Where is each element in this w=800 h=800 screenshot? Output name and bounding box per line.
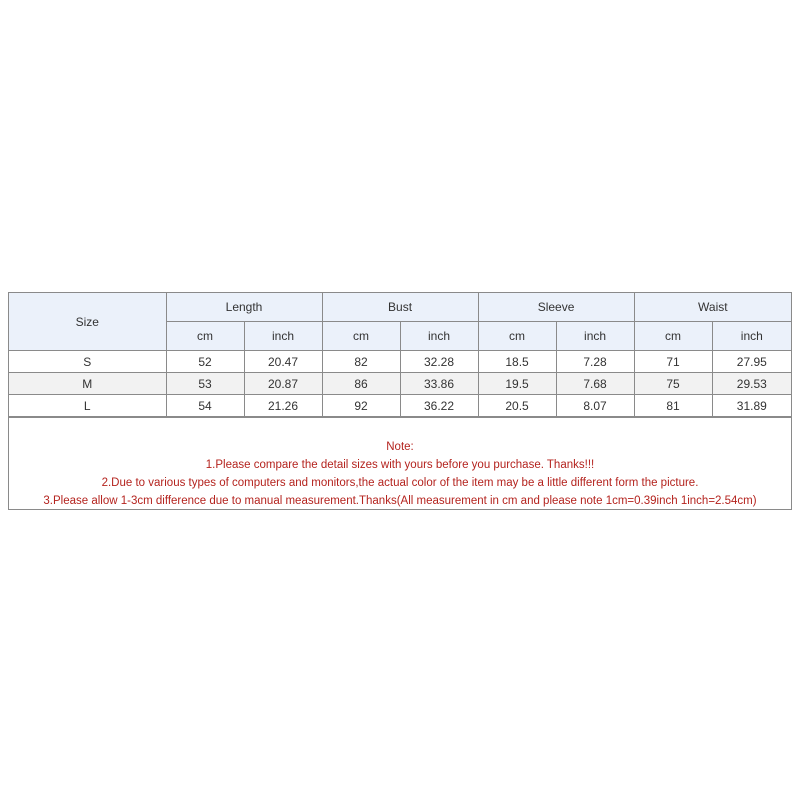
table-cell: 92: [322, 395, 400, 417]
bust-header: Bust: [322, 293, 478, 322]
length-header: Length: [166, 293, 322, 322]
table-row: [9, 351, 791, 373]
table-cell: 20.87: [244, 373, 322, 395]
table-cell: 36.22: [400, 395, 478, 417]
unit-header: inch: [244, 322, 322, 351]
unit-header: inch: [712, 322, 791, 351]
unit-header: cm: [166, 322, 244, 351]
note-line-1: 1.Please compare the detail sizes with yours before you purchase. Thanks!!!: [205, 459, 595, 471]
unit-header: inch: [556, 322, 634, 351]
size-header: Size: [9, 293, 166, 351]
table-cell: 75: [634, 373, 712, 395]
table-row: [9, 373, 791, 395]
unit-header: inch: [400, 322, 478, 351]
table-cell: 86: [322, 373, 400, 395]
table-cell: 31.89: [712, 395, 791, 417]
unit-header: cm: [322, 322, 400, 351]
size-cell: S: [9, 351, 166, 373]
size-cell: M: [9, 373, 166, 395]
table-cell: 81: [634, 395, 712, 417]
unit-header: cm: [634, 322, 712, 351]
table-cell: 32.28: [400, 351, 478, 373]
table-cell: 82: [322, 351, 400, 373]
waist-header: Waist: [634, 293, 791, 322]
table-cell: 7.28: [556, 351, 634, 373]
size-chart: [8, 292, 792, 510]
note-line-2: 2.Due to various types of computers and monitors,the actual color of the item may be a little different form the picture.: [101, 477, 699, 489]
table-cell: 20.5: [478, 395, 556, 417]
table-cell: 8.07: [556, 395, 634, 417]
size-table: [9, 293, 791, 417]
table-cell: 21.26: [244, 395, 322, 417]
header-group-row: [9, 293, 791, 322]
unit-header: cm: [478, 322, 556, 351]
table-cell: 52: [166, 351, 244, 373]
notes-section: [9, 417, 791, 509]
table-cell: 27.95: [712, 351, 791, 373]
table-cell: 19.5: [478, 373, 556, 395]
table-cell: 53: [166, 373, 244, 395]
table-cell: 18.5: [478, 351, 556, 373]
sleeve-header: Sleeve: [478, 293, 634, 322]
note-line-3: 3.Please allow 1-3cm difference due to manual measurement.Thanks(All measurement in cm and please note 1cm=0.39inch 1inch=2.54cm): [43, 495, 757, 507]
table-row: [9, 395, 791, 417]
table-cell: 7.68: [556, 373, 634, 395]
table-cell: 29.53: [712, 373, 791, 395]
table-cell: 20.47: [244, 351, 322, 373]
size-cell: L: [9, 395, 166, 417]
note-title: Note:: [386, 441, 414, 453]
table-cell: 54: [166, 395, 244, 417]
table-cell: 33.86: [400, 373, 478, 395]
table-cell: 71: [634, 351, 712, 373]
